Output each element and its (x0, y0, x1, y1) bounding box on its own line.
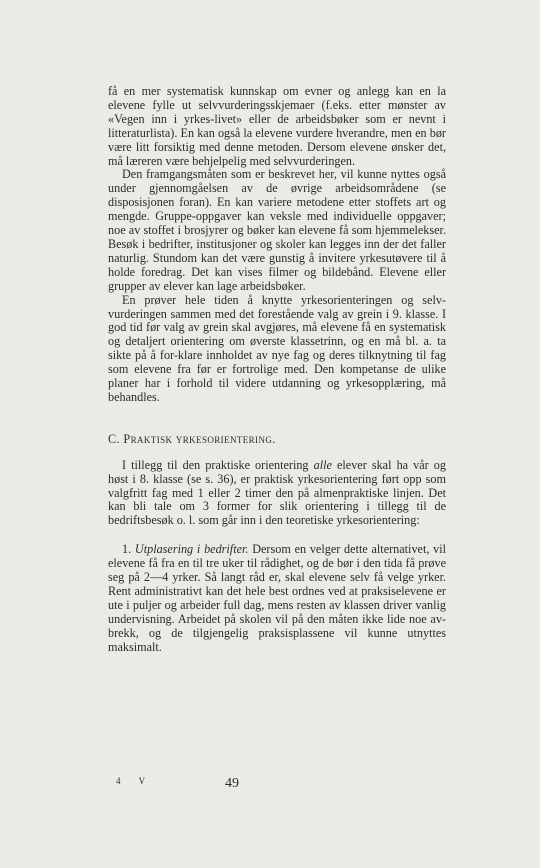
page-footer (108, 776, 446, 796)
paragraph: få en mer systematisk kunnskap om evner og anlegg kan en la elevene fylle ut selvvurderingsskjemaer (f.eks. etter mønster av «Vegen inn i yrkes-livet» eller de arbeidsbøker som er nevnt i litteraturlista). En kan også la elevene vurdere hverandre, men en bør være litt forsiktig med denne metoden. Dersom elevene ønsker det, må læreren være behjelpelig med selvvurderingen. (108, 84, 446, 168)
emphasis: alle (313, 457, 332, 472)
list-item-text: Dersom en velger dette alternativet, vil elevene få fra en til tre uker til rådighet, og de bør i den tida få prøve seg på 2—4 yrker. Så langt råd er, skal elevene selv få velge yrker. Rent administrativt kan det hele best ordnes ved at praksiselevene er ute i puljer og arbeider full dag, mens resten av klassen driver vanlig undervisning. Arbeidet på skolen vil på den måten ikke lide noe av-brekk, og de tilgjengelig praksisplassene vil kunne utnyttes maksimalt. (108, 542, 447, 654)
page-number: 49 (225, 776, 239, 791)
signature-mark: 4 V (116, 776, 154, 786)
section-heading: C. Praktisk yrkesorientering. (108, 431, 276, 446)
list-item (108, 543, 446, 654)
list-item-title: Utplasering i bedrifter. (134, 542, 249, 557)
list-number: 1. (122, 542, 132, 557)
paragraph: En prøver hele tiden å knytte yrkesorienteringen og selv-vurderingen sammen med det forestående valg av grein i 9. klasse. I god tid før valg av grein skal avgjøres, må elevene få en systematisk og detaljert orientering om øverste klassetrinn, og en må bl. a. ta sikte på å for-klare innholdet av nye fag og deres tilknytning til fag som elevene fra før er fortrolige med. Den kompetanse de ulike planer har i forhold til videre utdanning og yrkesopplæring, må behandles. (108, 292, 446, 404)
paragraph: Den framgangsmåten som er beskrevet her, vil kunne nyttes også under gjennomgåelsen av de øvrige arbeidsområdene (se disposisjonen foran). En kan variere metodene etter stoffets art og mengde. Gruppe-oppgaver kan veksle med individuelle oppgaver; noe av stoffet i brosjyrer og bøker kan elevene få som hjemmelekser. Besøk i bedrifter, institusjoner og skoler kan legges inn der det faller naturlig. Stundom kan det være gunstig å invitere yrkesutøvere til å holde foredrag. Det kan vises filmer og bildebånd. Elevene eller grupper av elever kan lage arbeidsbøker. (108, 167, 446, 293)
body-text (108, 85, 446, 655)
section-paragraph: I tillegg til den praktiske orientering alle elever skal ha vår og høst i 8. klasse (se s. 36), er praktisk yrkesorientering ført opp som valgfritt fag med 1 eller 2 timer den på almenpraktiske linjen. Det kan bli tale om 3 former for slik orientering i tillegg til de bedriftsbesøk o. l. som går inn i den teoretiske yrkesorientering: (108, 457, 446, 528)
